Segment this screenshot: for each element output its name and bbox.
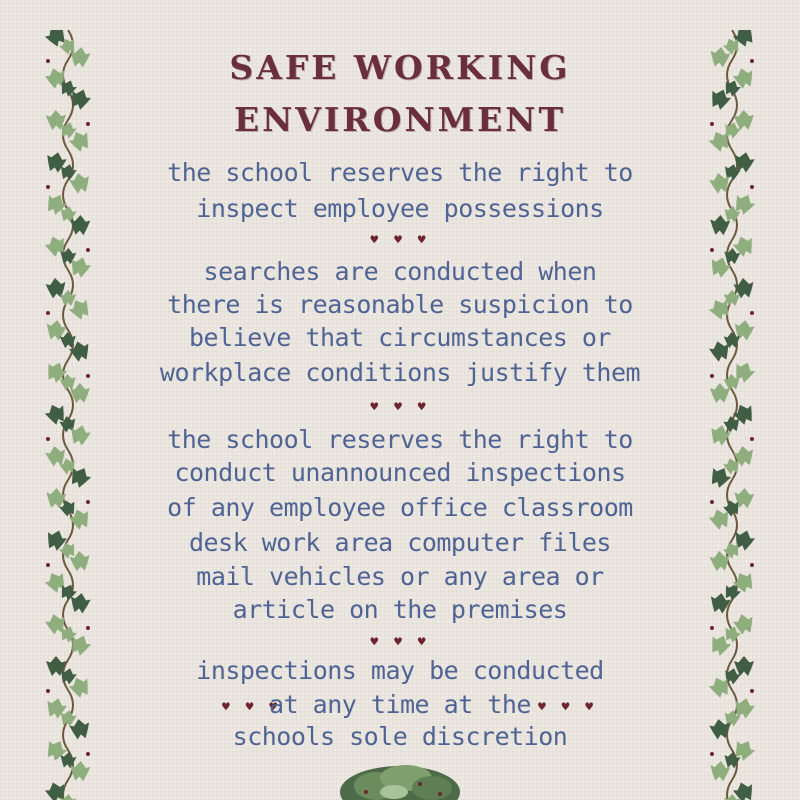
- verse-line: article on the premises: [232, 595, 568, 624]
- verse-line: at any time at the: [269, 690, 531, 719]
- verse-line: the school reserves the right to: [167, 158, 633, 187]
- hearts-divider-icon: ♥ ♥ ♥: [370, 400, 430, 415]
- hearts-right-icon: ♥ ♥ ♥: [538, 700, 598, 715]
- sampler-title-line-2: ENVIRONMENT: [233, 100, 567, 139]
- ivy-vine-right-icon: [706, 30, 758, 800]
- verse-line: desk work area computer files: [189, 528, 611, 557]
- verse-line: mail vehicles or any area or: [196, 562, 604, 591]
- verse-line: believe that circumstances or: [189, 323, 611, 352]
- verse-line: workplace conditions justify them: [159, 358, 641, 387]
- verse-line: conduct unannounced inspections: [174, 458, 626, 487]
- hearts-divider-icon: ♥ ♥ ♥: [370, 635, 430, 650]
- tree-icon: [336, 762, 464, 800]
- verse-line: schools sole discretion: [232, 722, 568, 751]
- hearts-left-icon: ♥ ♥ ♥: [222, 700, 282, 715]
- verse-line: there is reasonable suspicion to: [167, 290, 633, 319]
- verse-line: inspect employee possessions: [196, 194, 604, 223]
- verse-line: inspections may be conducted: [196, 656, 604, 685]
- ivy-vine-left-icon: [42, 30, 94, 800]
- verse-line: searches are conducted when: [203, 257, 597, 286]
- cross-stitch-sampler: [110, 0, 690, 800]
- hearts-divider-icon: ♥ ♥ ♥: [370, 233, 430, 248]
- verse-line: of any employee office classroom: [167, 493, 633, 522]
- verse-line: the school reserves the right to: [167, 425, 633, 454]
- sampler-title-line-1: SAFE WORKING: [229, 48, 571, 87]
